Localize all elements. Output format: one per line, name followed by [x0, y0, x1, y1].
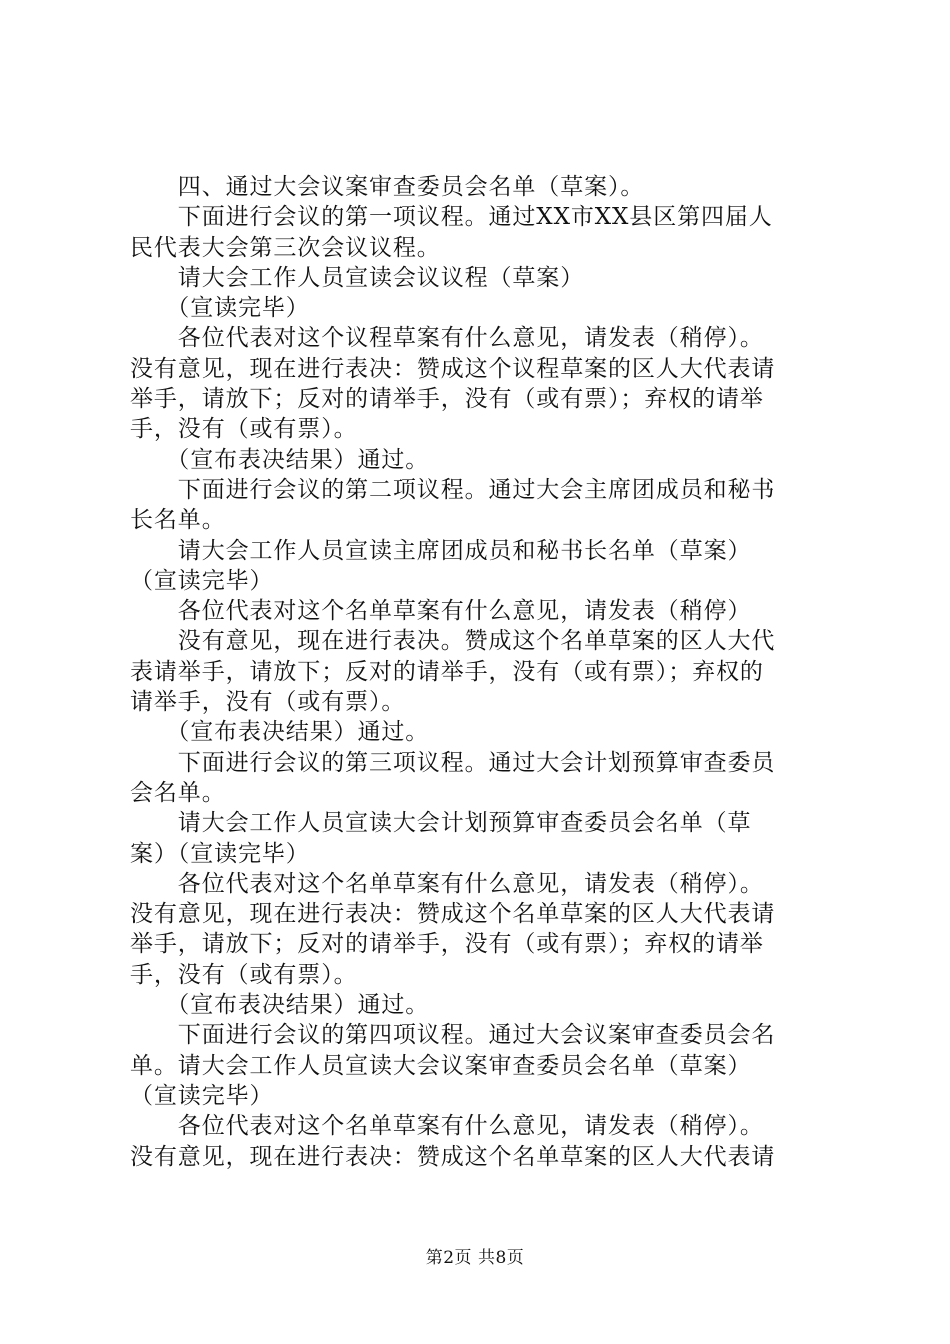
text-line: 没有意见，现在进行表决：赞成这个议程草案的区人大代表请	[130, 355, 776, 382]
text-line: 没有意见，现在进行表决。赞成这个名单草案的区人大代	[130, 628, 776, 655]
document-body	[130, 172, 830, 1172]
text-line: 民代表大会第三次会议议程。	[130, 234, 441, 261]
text-line: 各位代表对这个议程草案有什么意见，请发表（稍停）。	[130, 325, 764, 352]
text-line: 四、通过大会议案审查委员会名单（草案）。	[130, 174, 645, 200]
text-line: 各位代表对这个名单草案有什么意见，请发表（稍停）	[130, 598, 752, 625]
text-line: 没有意见，现在进行表决：赞成这个名单草案的区人大代表请	[130, 901, 776, 928]
text-line: 下面进行会议的第二项议程。通过大会主席团成员和秘书	[130, 476, 776, 503]
text-line: 手，没有（或有票）。	[130, 416, 358, 443]
text-line: 各位代表对这个名单草案有什么意见，请发表（稍停）。	[130, 1113, 764, 1140]
text-line: 请大会工作人员宣读会议议程（草案）	[130, 264, 585, 291]
text-line: 下面进行会议的第一项议程。通过XX市XX县区第四届人	[130, 204, 773, 231]
text-line: 手，没有（或有票）。	[130, 961, 358, 988]
text-line: （宣布表决结果）通过。	[130, 446, 430, 473]
text-line: 案）（宣读完毕）	[130, 840, 310, 867]
text-line: 没有意见，现在进行表决：赞成这个名单草案的区人大代表请	[130, 1143, 776, 1170]
text-line: 下面进行会议的第三项议程。通过大会计划预算审查委员	[130, 749, 776, 776]
page-number-footer: 第2页 共8页	[425, 1248, 525, 1268]
text-line: （宣读完毕）	[130, 1082, 274, 1109]
text-line: 请大会工作人员宣读主席团成员和秘书长名单（草案）	[130, 537, 752, 564]
text-line: （宣布表决结果）通过。	[130, 719, 430, 746]
text-line: 举手，请放下；反对的请举手，没有（或有票）；弃权的请举	[130, 931, 764, 958]
text-line: 举手，请放下；反对的请举手，没有（或有票）；弃权的请举	[130, 386, 764, 413]
text-line: 请大会工作人员宣读大会计划预算审查委员会名单（草	[130, 810, 752, 837]
text-line: 会名单。	[130, 779, 226, 806]
text-line: 表请举手，请放下；反对的请举手，没有（或有票）；弃权的	[130, 658, 764, 685]
text-line: 单。请大会工作人员宣读大会议案审查委员会名单（草案）	[130, 1052, 752, 1079]
text-line: 各位代表对这个名单草案有什么意见，请发表（稍停）。	[130, 870, 764, 897]
text-line: （宣布表决结果）通过。	[130, 992, 430, 1019]
text-line: （宣读完毕）	[130, 295, 310, 322]
text-line: 长名单。	[130, 507, 226, 534]
text-line: （宣读完毕）	[130, 567, 274, 594]
text-line: 请举手，没有（或有票）。	[130, 689, 406, 716]
text-line: 下面进行会议的第四项议程。通过大会议案审查委员会名	[130, 1022, 776, 1049]
